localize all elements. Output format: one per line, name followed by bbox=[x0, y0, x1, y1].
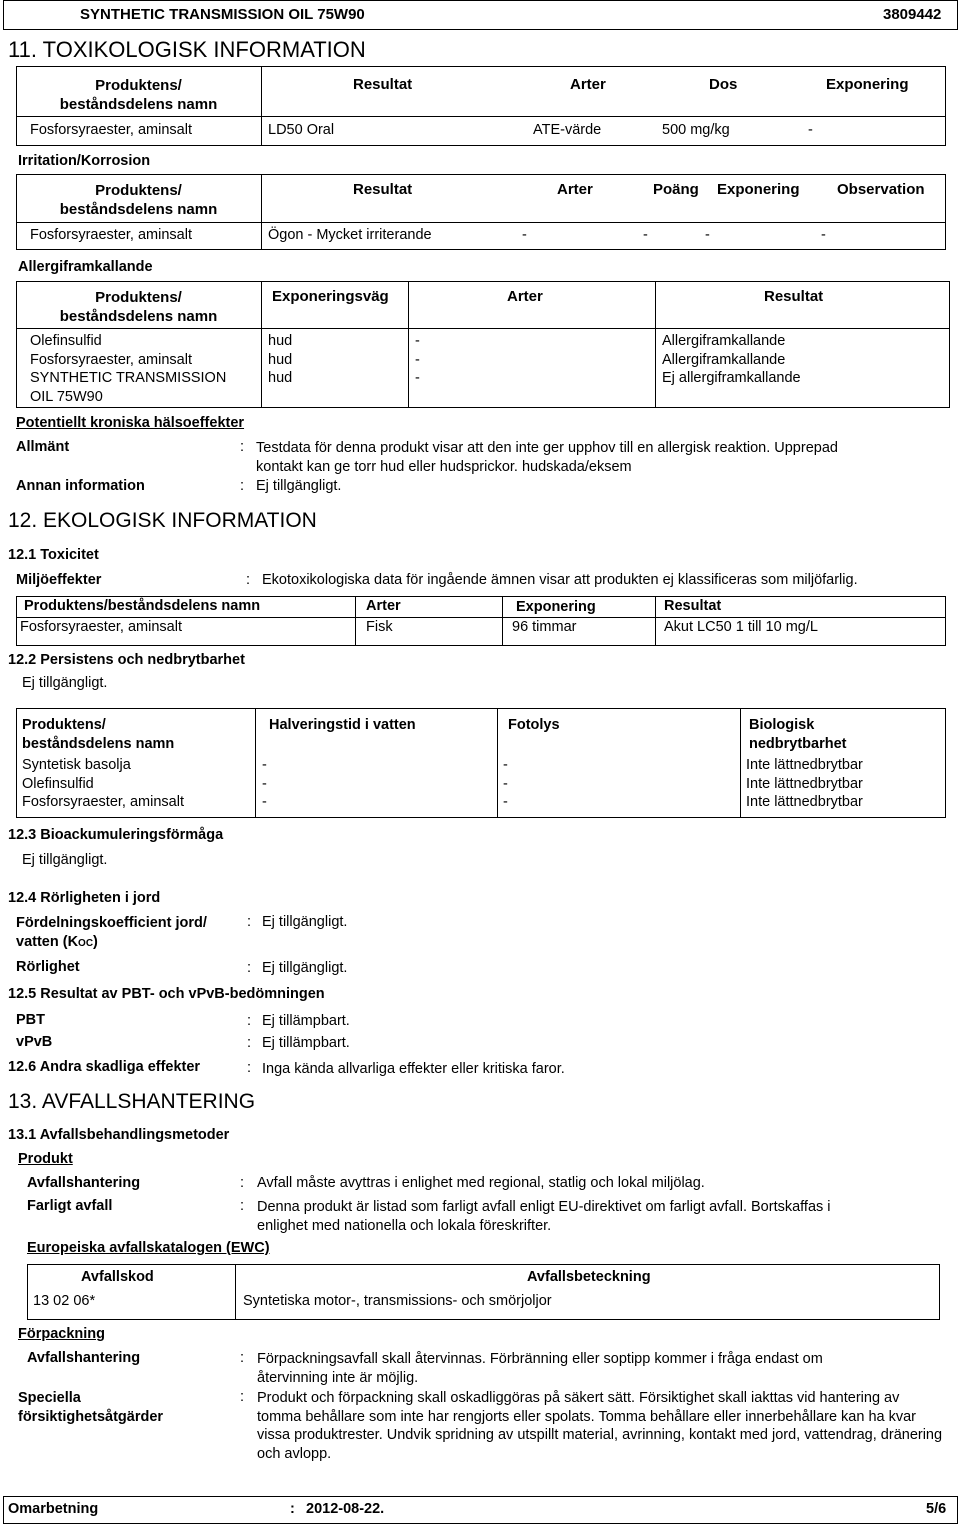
env-effects-colon: : bbox=[246, 572, 251, 588]
irritation-header-observation: Observation bbox=[837, 181, 925, 198]
header-product: SYNTHETIC TRANSMISSION OIL 75W90 bbox=[80, 6, 365, 23]
toxicity-table-divider bbox=[16, 617, 946, 618]
irritation-cell-name: Fosforsyraester, aminsalt bbox=[30, 227, 192, 243]
toxicity-table-col-divider-2 bbox=[502, 596, 503, 646]
other-effects-title: 12.6 Andra skadliga effekter bbox=[8, 1059, 201, 1075]
persistence-halflife: - - - bbox=[262, 757, 267, 810]
allergy-results: Allergiframkallande Allergiframkallande Ej allergiframkallande bbox=[662, 333, 801, 386]
persistence-table-col-divider-1 bbox=[255, 708, 256, 818]
toxicity-header-result: Resultat bbox=[664, 598, 722, 614]
persistence-table-col-divider-2 bbox=[497, 708, 498, 818]
allergy-label: Allergiframkallande bbox=[18, 259, 153, 275]
ewc-header-code: Avfallskod bbox=[81, 1269, 154, 1285]
allergy-header-species: Arter bbox=[507, 288, 543, 305]
persistence-header-photolysis: Fotolys bbox=[508, 717, 560, 733]
hazardous-waste-colon: : bbox=[240, 1198, 245, 1214]
env-effects-text: Ekotoxikologiska data för ingående ämnen visar att produkten ej klassificeras som miljöfarlig. bbox=[262, 572, 858, 588]
bioaccumulation-text: Ej tillgängligt. bbox=[22, 852, 108, 868]
vpvb-text: Ej tillämpbart. bbox=[262, 1035, 350, 1051]
section-13-title: 13. AVFALLSHANTERING bbox=[8, 1090, 256, 1113]
allergy-table-col-divider-3 bbox=[655, 281, 656, 408]
koc-colon: : bbox=[247, 914, 252, 930]
persistence-header-halflife: Halveringstid i vatten bbox=[269, 717, 416, 733]
chronic-label: Potentiellt kroniska hälsoeffekter bbox=[16, 415, 245, 431]
ewc-table-col-divider bbox=[235, 1264, 236, 1320]
waste-label: Avfallshantering bbox=[27, 1175, 141, 1191]
acute-header-species: Arter bbox=[570, 76, 606, 93]
footer-revision-label: Omarbetning bbox=[8, 1501, 99, 1517]
acute-cell-name: Fosforsyraester, aminsalt bbox=[30, 122, 192, 138]
footer-page: 5/6 bbox=[926, 1501, 947, 1517]
acute-header-dose: Dos bbox=[709, 76, 738, 93]
allergy-species: - - - bbox=[415, 333, 420, 386]
section-11-title: 11. TOXIKOLOGISK INFORMATION bbox=[8, 37, 366, 62]
mobility-text: Ej tillgängligt. bbox=[262, 960, 348, 976]
persistence-names: Syntetisk basolja Olefinsulfid Fosforsyraester, aminsalt bbox=[22, 757, 184, 810]
acute-header-name: Produktens/ beståndsdelens namn bbox=[59, 77, 218, 113]
toxicity-cell-result: Akut LC50 1 till 10 mg/L bbox=[664, 619, 818, 635]
header-doc-id: 3809442 bbox=[883, 6, 942, 23]
packaging-waste-label: Avfallshantering bbox=[27, 1350, 141, 1366]
allergy-routes: hud hud hud bbox=[268, 333, 293, 386]
acute-header-exposure: Exponering bbox=[826, 76, 909, 93]
toxicity-header-exposure: Exponering bbox=[516, 599, 596, 615]
other-effects-text: Inga kända allvarliga effekter eller kritiska faror. bbox=[262, 1061, 565, 1077]
general-text: Testdata för denna produkt visar att den inte ger upphov till en allergisk reaktion. Upprepad kontakt kan ge torr hud eller hudsprickor. hudskada/eksem bbox=[256, 440, 838, 475]
acute-header-result: Resultat bbox=[353, 76, 413, 93]
special-precautions-colon: : bbox=[240, 1389, 245, 1405]
irritation-header-result: Resultat bbox=[353, 181, 413, 198]
allergy-table-col-divider-2 bbox=[408, 281, 409, 408]
other-effects-colon: : bbox=[247, 1060, 252, 1076]
special-precautions-text: Produkt och förpackning skall oskadliggöras på säkert sätt. Försiktighet skall iakttas vid hantering av tomma behållare som inte har rengjorts eller spolats. Tomma behållare eller innerbehållare kan ha kvar vissa produktrester. Undvik spridning av utspillt material, avrinning, kontakt med jord, vattendrag, dränering och avlopp. bbox=[257, 1390, 943, 1462]
persistence-photolysis: - - - bbox=[503, 757, 508, 810]
acute-cell-species: ATE-värde bbox=[533, 122, 602, 138]
vpvb-colon: : bbox=[247, 1035, 252, 1051]
toxicity-title: 12.1 Toxicitet bbox=[8, 547, 99, 563]
irritation-table-divider bbox=[16, 222, 946, 223]
other-info-colon: : bbox=[240, 478, 245, 494]
footer-date: 2012-08-22. bbox=[306, 1501, 385, 1517]
product-label: Produkt bbox=[18, 1151, 73, 1167]
packaging-waste-colon: : bbox=[240, 1350, 245, 1366]
ewc-cell-code: 13 02 06* bbox=[33, 1293, 96, 1309]
ewc-cell-desc: Syntetiska motor-, transmissions- och smörjoljor bbox=[243, 1293, 552, 1309]
persistence-text: Ej tillgängligt. bbox=[22, 675, 108, 691]
irritation-cell-observation: - bbox=[821, 227, 826, 243]
waste-colon: : bbox=[240, 1175, 245, 1191]
footer-colon: : bbox=[290, 1501, 295, 1517]
special-precautions-label: Speciella försiktighetsåtgärder bbox=[18, 1390, 164, 1425]
vpvb-label: vPvB bbox=[16, 1034, 53, 1050]
mobility-title: 12.4 Rörligheten i jord bbox=[8, 890, 161, 906]
methods-title: 13.1 Avfallsbehandlingsmetoder bbox=[8, 1127, 230, 1143]
allergy-names: Olefinsulfid Fosforsyraester, aminsalt SYNTHETIC TRANSMISSION OIL 75W90 bbox=[30, 333, 227, 405]
pbt-text: Ej tillämpbart. bbox=[262, 1013, 350, 1029]
irritation-table-col-divider bbox=[261, 174, 262, 250]
allergy-header-name: Produktens/ beståndsdelens namn bbox=[59, 289, 218, 325]
toxicity-cell-exposure: 96 timmar bbox=[512, 619, 577, 635]
general-colon: : bbox=[240, 439, 245, 455]
irritation-cell-result: Ögon - Mycket irriterande bbox=[268, 227, 432, 243]
toxicity-header-name: Produktens/beståndsdelens namn bbox=[24, 598, 261, 614]
footer-bar bbox=[3, 1496, 958, 1524]
persistence-table-col-divider-3 bbox=[740, 708, 741, 818]
persistence-bio: Inte lättnedbrytbar Inte lättnedbrytbar Inte lättnedbrytbar bbox=[746, 757, 863, 810]
irritation-header-species: Arter bbox=[557, 181, 593, 198]
persistence-header-bio: Biologisk nedbrytbarhet bbox=[749, 717, 847, 752]
section-12-title: 12. EKOLOGISK INFORMATION bbox=[8, 509, 317, 532]
general-label: Allmänt bbox=[16, 439, 70, 455]
allergy-header-route: Exponeringsväg bbox=[272, 288, 389, 305]
persistence-title: 12.2 Persistens och nedbrytbarhet bbox=[8, 652, 245, 668]
toxicity-cell-species: Fisk bbox=[366, 619, 393, 635]
pbt-label: PBT bbox=[16, 1012, 45, 1028]
acute-cell-dose: 500 mg/kg bbox=[662, 122, 730, 138]
irritation-header-name: Produktens/ beståndsdelens namn bbox=[59, 182, 218, 218]
toxicity-cell-name: Fosforsyraester, aminsalt bbox=[20, 619, 182, 635]
allergy-table-divider bbox=[16, 328, 950, 329]
ewc-table bbox=[27, 1264, 940, 1320]
acute-cell-result: LD50 Oral bbox=[268, 122, 335, 138]
toxicity-table-col-divider-3 bbox=[655, 596, 656, 646]
pbt-title: 12.5 Resultat av PBT- och vPvB-bedömningen bbox=[8, 986, 325, 1002]
acute-table-divider bbox=[16, 116, 946, 117]
irritation-cell-score: - bbox=[643, 227, 648, 243]
mobility-label: Rörlighet bbox=[16, 959, 80, 975]
mobility-colon: : bbox=[247, 960, 252, 976]
other-info-label: Annan information bbox=[16, 478, 145, 494]
allergy-table-col-divider-1 bbox=[261, 281, 262, 408]
irritation-cell-species: - bbox=[522, 227, 527, 243]
irritation-cell-exposure: - bbox=[705, 227, 710, 243]
persistence-header-name: Produktens/ beståndsdelens namn bbox=[22, 717, 175, 752]
irritation-header-exposure: Exponering bbox=[717, 181, 800, 198]
bioaccumulation-title: 12.3 Bioackumuleringsförmåga bbox=[8, 827, 224, 843]
ewc-label: Europeiska avfallskatalogen (EWC) bbox=[27, 1240, 270, 1256]
koc-label: Fördelningskoefficient jord/ vatten (KOC) bbox=[16, 915, 207, 950]
irritation-header-score: Poäng bbox=[653, 181, 699, 198]
toxicity-table-col-divider-1 bbox=[355, 596, 356, 646]
pbt-colon: : bbox=[247, 1013, 252, 1029]
packaging-label: Förpackning bbox=[18, 1326, 106, 1342]
allergy-header-result: Resultat bbox=[764, 288, 824, 305]
hazardous-waste-label: Farligt avfall bbox=[27, 1198, 113, 1214]
packaging-waste-text: Förpackningsavfall skall återvinnas. Förbränning eller soptipp kommer i fråga endast om återvinning inte är möjlig. bbox=[257, 1351, 823, 1386]
ewc-header-desc: Avfallsbeteckning bbox=[527, 1269, 651, 1285]
toxicity-header-species: Arter bbox=[366, 598, 401, 614]
hazardous-waste-text: Denna produkt är listad som farligt avfall enligt EU-direktivet om farligt avfall. Bortskaffas i enlighet med nationella och lokala föreskrifter. bbox=[257, 1199, 831, 1234]
irritation-label: Irritation/Korrosion bbox=[18, 153, 151, 169]
acute-table-col-divider bbox=[261, 66, 262, 146]
env-effects-label: Miljöeffekter bbox=[16, 572, 102, 588]
waste-text: Avfall måste avyttras i enlighet med regional, statlig och lokal miljölag. bbox=[257, 1175, 705, 1191]
acute-cell-exposure: - bbox=[808, 122, 813, 138]
koc-text: Ej tillgängligt. bbox=[262, 914, 348, 930]
other-info-text: Ej tillgängligt. bbox=[256, 478, 342, 494]
